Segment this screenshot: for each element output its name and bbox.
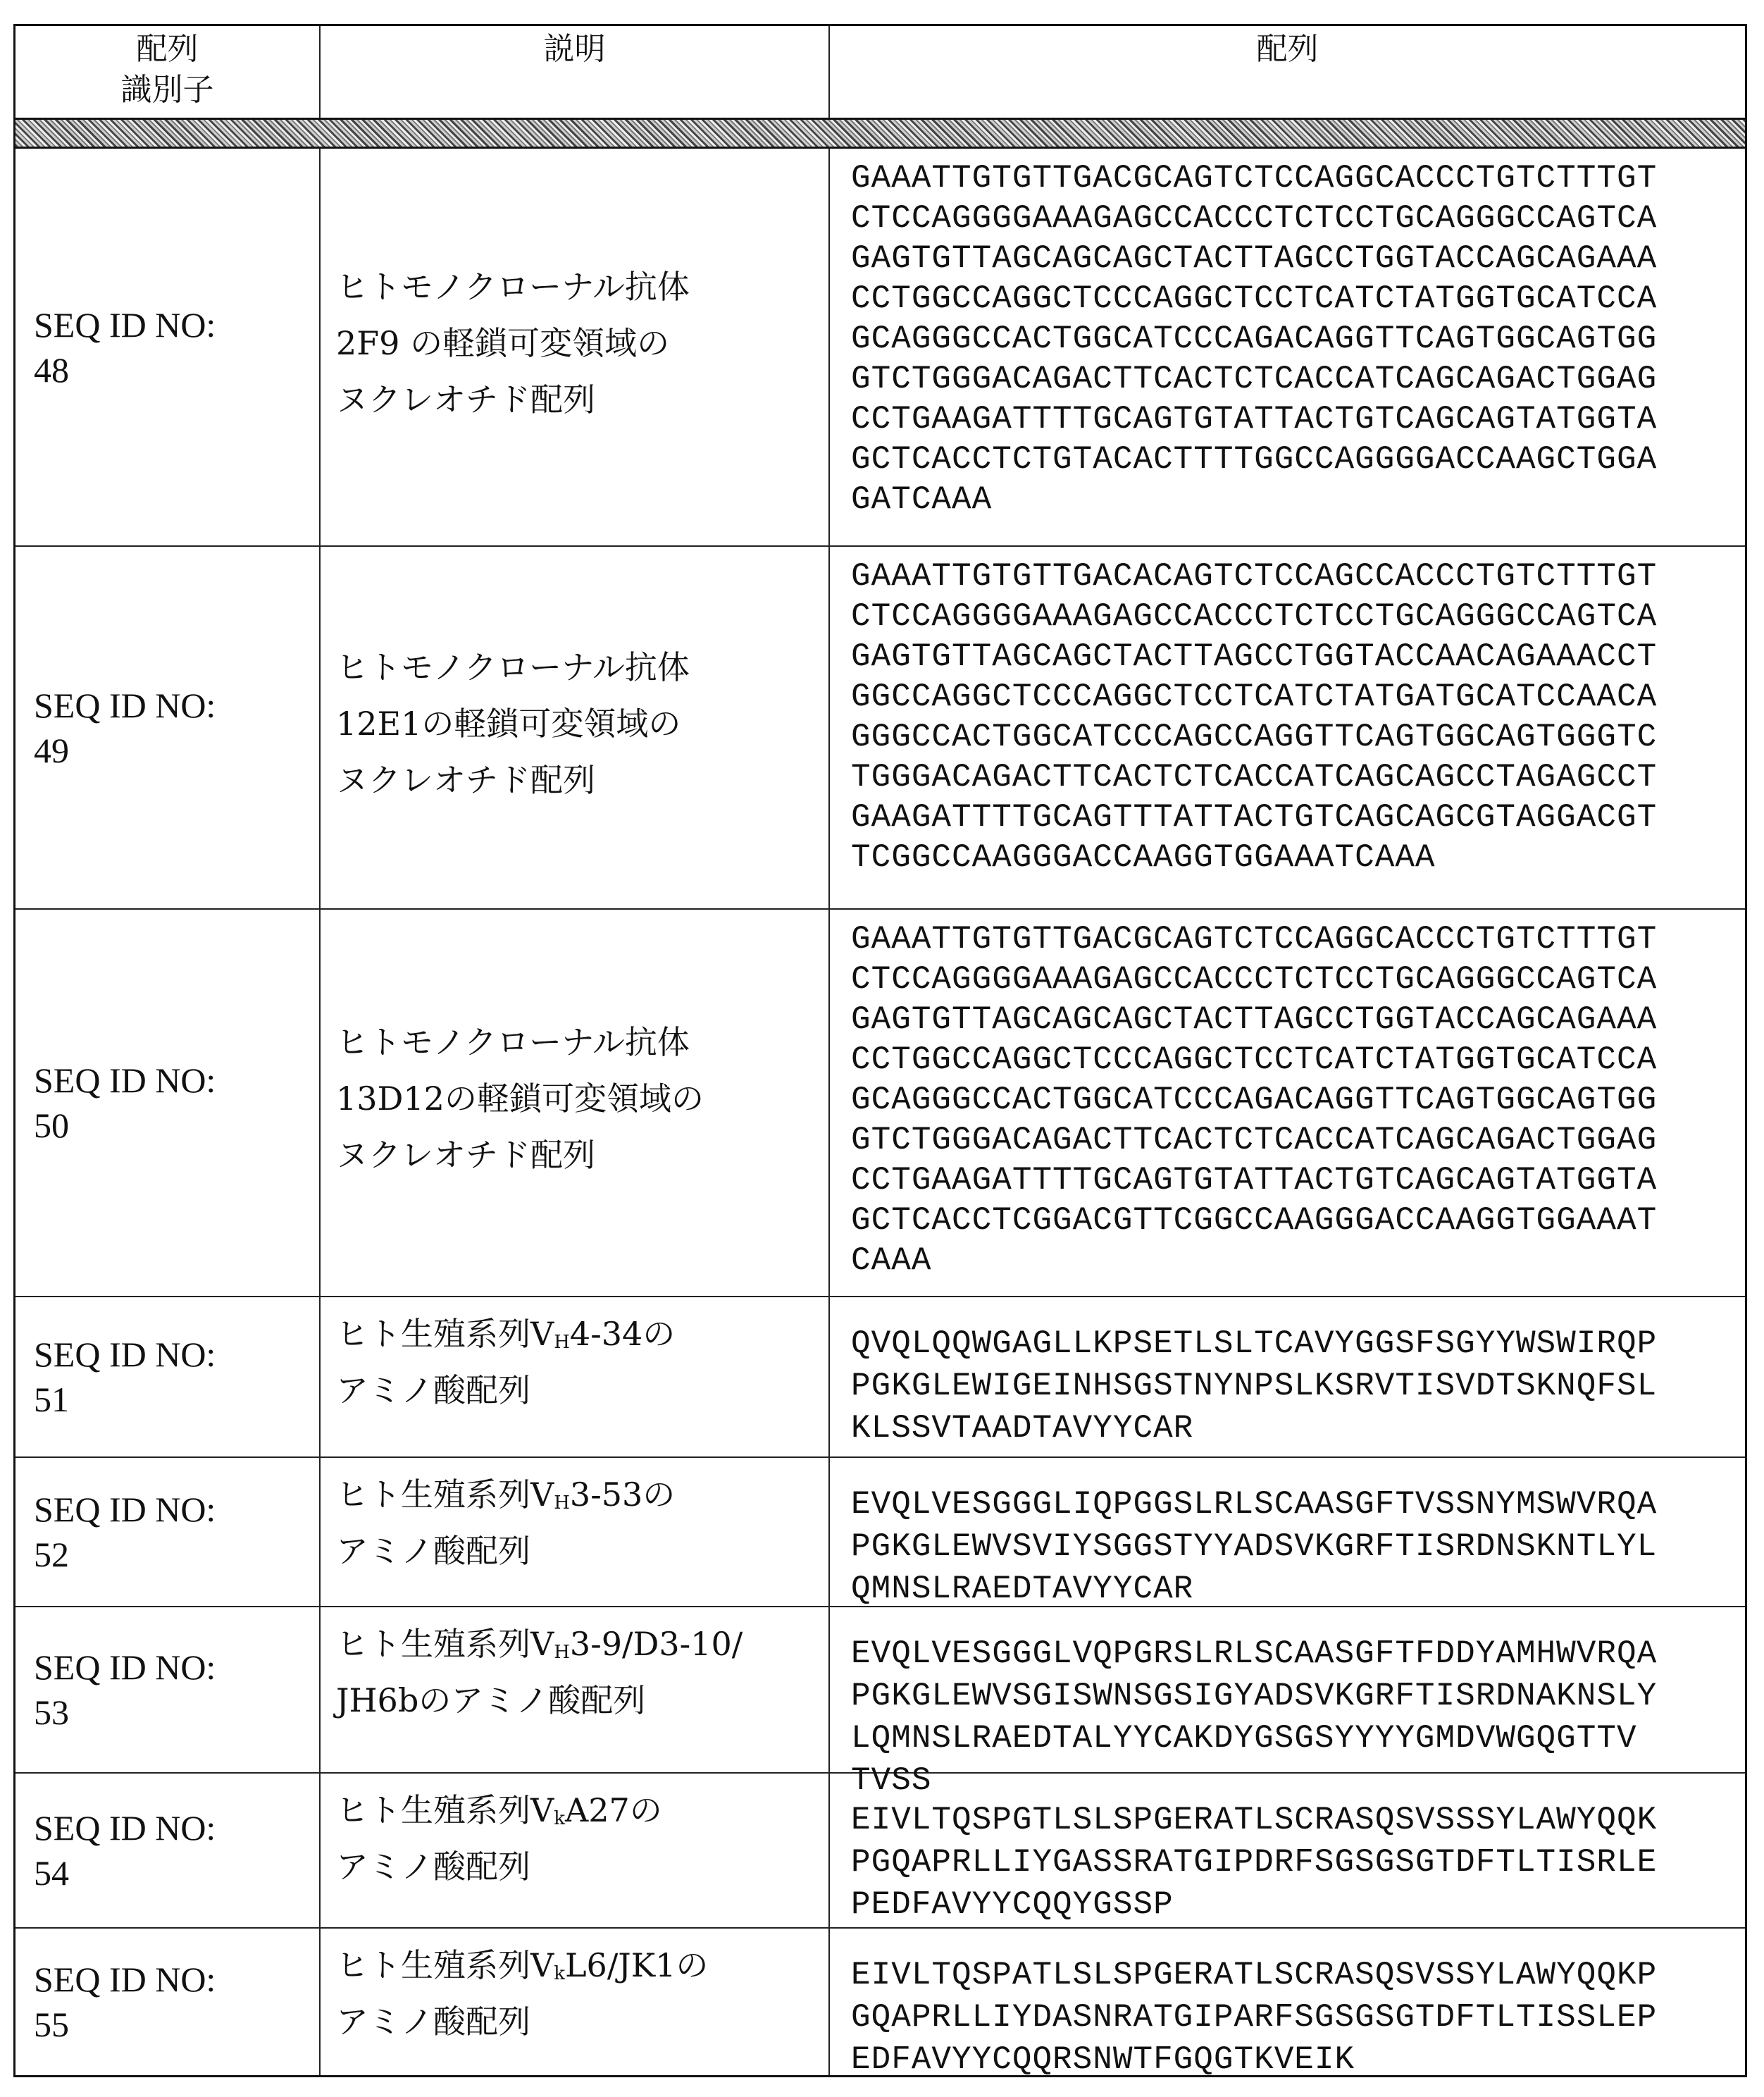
description-cell: [321, 1458, 830, 1606]
description-text: アミノ酸配列: [336, 1532, 530, 1570]
description-line: [336, 1018, 828, 1075]
seq-id-cell: [15, 1297, 321, 1456]
seq-id-cell: [15, 547, 321, 908]
sequence-line: GAAATTGTGTTGACGCAGTCTCCAGGCACCCTGTCTTTGT: [851, 920, 1745, 960]
description-line: [336, 700, 828, 756]
description-text: 13D12の軽鎖可変領域の: [336, 1080, 704, 1118]
description-text: ヒトモノクローナル抗体: [336, 268, 690, 306]
description-line: [336, 1786, 828, 1843]
description-text: ヒトモノクローナル抗体: [336, 648, 690, 686]
seq-id-cell: [15, 1929, 321, 2075]
sequence-line: GAGTGTTAGCAGCAGCTACTTAGCCTGGTACCAGCAGAAA: [851, 1000, 1745, 1040]
sequence-cell: [830, 149, 1745, 545]
sequence-line: KLSSVTAADTAVYYCAR: [851, 1407, 1745, 1449]
seq-id-cell: [15, 1458, 321, 1606]
seq-id-number: 48: [34, 350, 69, 390]
description-line: [336, 1471, 828, 1527]
sequence-line: CTCCAGGGGAAAGAGCCACCCTCTCCTGCAGGGCCAGTCA: [851, 597, 1745, 637]
sequence-cell: [830, 1929, 1745, 2075]
sequence-line: GCAGGGCCACTGGCATCCCAGACAGGTTCAGTGGCAGTGG: [851, 1080, 1745, 1120]
description-subscript: k: [554, 1808, 565, 1829]
seq-id-number: 51: [34, 1380, 69, 1419]
table-row: [15, 149, 1745, 545]
seq-id-cell: [15, 1774, 321, 1927]
description-text: アミノ酸配列: [336, 2003, 530, 2041]
description-text: ヒトモノクローナル抗体: [336, 1023, 690, 1061]
seq-id-cell: [15, 910, 321, 1296]
sequence-cell: [830, 1607, 1745, 1772]
description-text: ヒト生殖系列V: [336, 1625, 554, 1663]
sequence-table: [13, 24, 1747, 2077]
description-line: [336, 1131, 828, 1187]
description-text: ヒト生殖系列V: [336, 1476, 554, 1514]
sequence-line: GCTCACCTCGGACGTTCGGCCAAGGGACCAAGGTGGAAAT: [851, 1201, 1745, 1241]
description-text-suffix: L6/JK1の: [565, 1946, 708, 1984]
description-text: アミノ酸配列: [336, 1371, 530, 1409]
description-cell: [321, 1774, 830, 1927]
description-line: [336, 376, 828, 432]
description-text-suffix: A27の: [565, 1791, 662, 1829]
header-seq-id-line: 識別子: [121, 73, 214, 107]
hatched-divider: [15, 118, 1745, 149]
sequence-line: TCGGCCAAGGGACCAAGGTGGAAATCAAA: [851, 838, 1745, 878]
sequence-cell: [830, 547, 1745, 908]
sequence-line: PEDFAVYYCQQYGSSP: [851, 1883, 1745, 1926]
seq-id-number: 50: [34, 1106, 69, 1145]
header-seq-id: [15, 26, 321, 118]
description-line: [336, 1998, 828, 2054]
sequence-line: GCAGGGCCACTGGCATCCCAGACAGGTTCAGTGGCAGTGG: [851, 319, 1745, 359]
seq-id-number: 55: [34, 2005, 69, 2044]
sequence-line: PGQAPRLLIYGASSRATGIPDRFSGSGSGTDFTLTISRLE: [851, 1841, 1745, 1883]
description-text: ヒト生殖系列V: [336, 1946, 554, 1984]
description-cell: [321, 547, 830, 908]
description-line: [336, 263, 828, 319]
description-text-suffix: 3-53の: [570, 1476, 675, 1514]
sequence-line: PGKGLEWVSVIYSGGSTYYADSVKGRFTISRDNSKNTLYL: [851, 1526, 1745, 1568]
description-line: [336, 1310, 828, 1366]
seq-id-label: SEQ ID NO:: [34, 1647, 216, 1687]
description-subscript: H: [554, 1492, 570, 1514]
sequence-line: GAAATTGTGTTGACGCAGTCTCCAGGCACCCTGTCTTTGT: [851, 159, 1745, 199]
seq-id-label: SEQ ID NO:: [34, 686, 216, 725]
sequence-line: GAGTGTTAGCAGCAGCTACTTAGCCTGGTACCAGCAGAAA: [851, 239, 1745, 279]
header-description: 説明: [321, 26, 830, 118]
description-line: [336, 1366, 828, 1423]
description-cell: [321, 910, 830, 1296]
seq-id-cell: [15, 1607, 321, 1772]
header-seq-id-line: 配列: [137, 32, 199, 66]
sequence-cell: [830, 1774, 1745, 1927]
table-row: [15, 1927, 1745, 2075]
sequence-line: TVSS: [851, 1759, 1745, 1802]
seq-id-label: SEQ ID NO:: [34, 305, 216, 345]
sequence-line: PGKGLEWIGEINHSGSTNYNPSLKSRVTISVDTSKNQFSL: [851, 1365, 1745, 1407]
sequence-line: GAAATTGTGTTGACACAGTCTCCAGCCACCCTGTCTTTGT: [851, 557, 1745, 597]
description-text: ヒト生殖系列V: [336, 1791, 554, 1829]
description-line: [336, 1676, 828, 1733]
description-text: JH6bのアミノ酸配列: [336, 1681, 645, 1719]
sequence-line: GTCTGGGACAGACTTCACTCTCACCATCAGCAGACTGGAG: [851, 1120, 1745, 1161]
sequence-line: EIVLTQSPGTLSLSPGERATLSCRASQSVSSSYLAWYQQK: [851, 1799, 1745, 1841]
sequence-line: GGGCCACTGGCATCCCAGCCAGGTTCAGTGGCAGTGGGTC: [851, 717, 1745, 757]
seq-id-label: SEQ ID NO:: [34, 1960, 216, 1999]
sequence-line: EVQLVESGGGLVQPGRSLRLSCAASGFTFDDYAMHWVRQA: [851, 1633, 1745, 1675]
table-row: [15, 1606, 1745, 1772]
sequence-line: TGGGACAGACTTCACTCTCACCATCAGCAGCCTAGAGCCT: [851, 757, 1745, 798]
seq-id-label: SEQ ID NO:: [34, 1060, 216, 1100]
sequence-line: CCTGGCCAGGCTCCCAGGCTCCTCATCTATGGTGCATCCA: [851, 1040, 1745, 1080]
sequence-line: GCTCACCTCTGTACACTTTTGGCCAGGGGACCAAGCTGGA: [851, 440, 1745, 480]
description-text: ヌクレオチド配列: [336, 761, 595, 799]
description-cell: [321, 1607, 830, 1772]
description-line: [336, 1941, 828, 1998]
sequence-line: LQMNSLRAEDTALYYCAKDYGSGSYYYYGMDVWGQGTTV: [851, 1717, 1745, 1759]
sequence-line: QVQLQQWGAGLLKPSETLSLTCAVYGGSFSGYYWSWIRQP: [851, 1323, 1745, 1365]
description-subscript: H: [554, 1332, 570, 1353]
sequence-line: EVQLVESGGGLIQPGGSLRLSCAASGFTVSSNYMSWVRQA: [851, 1483, 1745, 1526]
sequence-line: CCTGAAGATTTTGCAGTGTATTACTGTCAGCAGTATGGTA: [851, 1161, 1745, 1201]
seq-id-number: 52: [34, 1535, 69, 1574]
seq-id-number: 49: [34, 731, 69, 770]
description-text: ヌクレオチド配列: [336, 1136, 595, 1174]
sequence-line: CTCCAGGGGAAAGAGCCACCCTCTCCTGCAGGGCCAGTCA: [851, 960, 1745, 1000]
sequence-cell: [830, 1297, 1745, 1456]
description-text-suffix: 4-34の: [570, 1315, 675, 1353]
table-row: [15, 1296, 1745, 1456]
description-line: [336, 319, 828, 376]
sequence-line: QMNSLRAEDTAVYYCAR: [851, 1568, 1745, 1610]
sequence-line: GGCCAGGCTCCCAGGCTCCTCATCTATGATGCATCCAACA: [851, 677, 1745, 717]
sequence-line: GAAGATTTTGCAGTTTATTACTGTCAGCAGCGTAGGACGT: [851, 798, 1745, 838]
description-text: ヒト生殖系列V: [336, 1315, 554, 1353]
table-row: [15, 1772, 1745, 1927]
sequence-line: GATCAAA: [851, 480, 1745, 520]
description-text-suffix: 3-9/D3-10/: [570, 1625, 743, 1663]
sequence-line: CAAA: [851, 1241, 1745, 1281]
description-line: [336, 1843, 828, 1899]
seq-id-label: SEQ ID NO:: [34, 1808, 216, 1848]
sequence-cell: [830, 1458, 1745, 1606]
description-line: [336, 643, 828, 700]
table-row: [15, 1456, 1745, 1606]
sequence-line: GAGTGTTAGCAGCTACTTAGCCTGGTACCAACAGAAACCT: [851, 637, 1745, 677]
description-cell: [321, 149, 830, 545]
description-line: [336, 1620, 828, 1676]
sequence-line: GQAPRLLIYDASNRATGIPARFSGSGSGTDFTLTISSLEP: [851, 1996, 1745, 2039]
seq-id-number: 54: [34, 1853, 69, 1893]
sequence-line: CCTGAAGATTTTGCAGTGTATTACTGTCAGCAGTATGGTA: [851, 400, 1745, 440]
description-cell: [321, 1929, 830, 2075]
description-line: [336, 1075, 828, 1131]
description-line: [336, 756, 828, 812]
description-text: ヌクレオチド配列: [336, 381, 595, 419]
sequence-line: CCTGGCCAGGCTCCCAGGCTCCTCATCTATGGTGCATCCA: [851, 279, 1745, 319]
header-row: [15, 26, 1745, 118]
seq-id-label: SEQ ID NO:: [34, 1490, 216, 1529]
seq-id-cell: [15, 149, 321, 545]
description-cell: [321, 1297, 830, 1456]
sequence-line: CTCCAGGGGAAAGAGCCACCCTCTCCTGCAGGGCCAGTCA: [851, 199, 1745, 239]
description-text: 12E1の軽鎖可変領域の: [336, 705, 681, 743]
table-row: [15, 545, 1745, 908]
header-sequence: 配列: [830, 26, 1745, 118]
sequence-line: EDFAVYYCQQRSNWTFGQGTKVEIK: [851, 2039, 1745, 2081]
sequence-line: GTCTGGGACAGACTTCACTCTCACCATCAGCAGACTGGAG: [851, 359, 1745, 400]
sequence-line: EIVLTQSPATLSLSPGERATLSCRASQSVSSYLAWYQQKP: [851, 1954, 1745, 1996]
description-line: [336, 1527, 828, 1583]
seq-id-label: SEQ ID NO:: [34, 1335, 216, 1374]
description-subscript: H: [554, 1642, 570, 1663]
sequence-line: PGKGLEWVSGISWNSGSIGYADSVKGRFTISRDNAKNSLY: [851, 1675, 1745, 1717]
description-text: 2F9 の軽鎖可変領域の: [336, 324, 669, 362]
seq-id-number: 53: [34, 1693, 69, 1732]
sequence-cell: [830, 910, 1745, 1296]
table-row: [15, 908, 1745, 1296]
description-text: アミノ酸配列: [336, 1848, 530, 1886]
description-subscript: k: [554, 1963, 565, 1984]
